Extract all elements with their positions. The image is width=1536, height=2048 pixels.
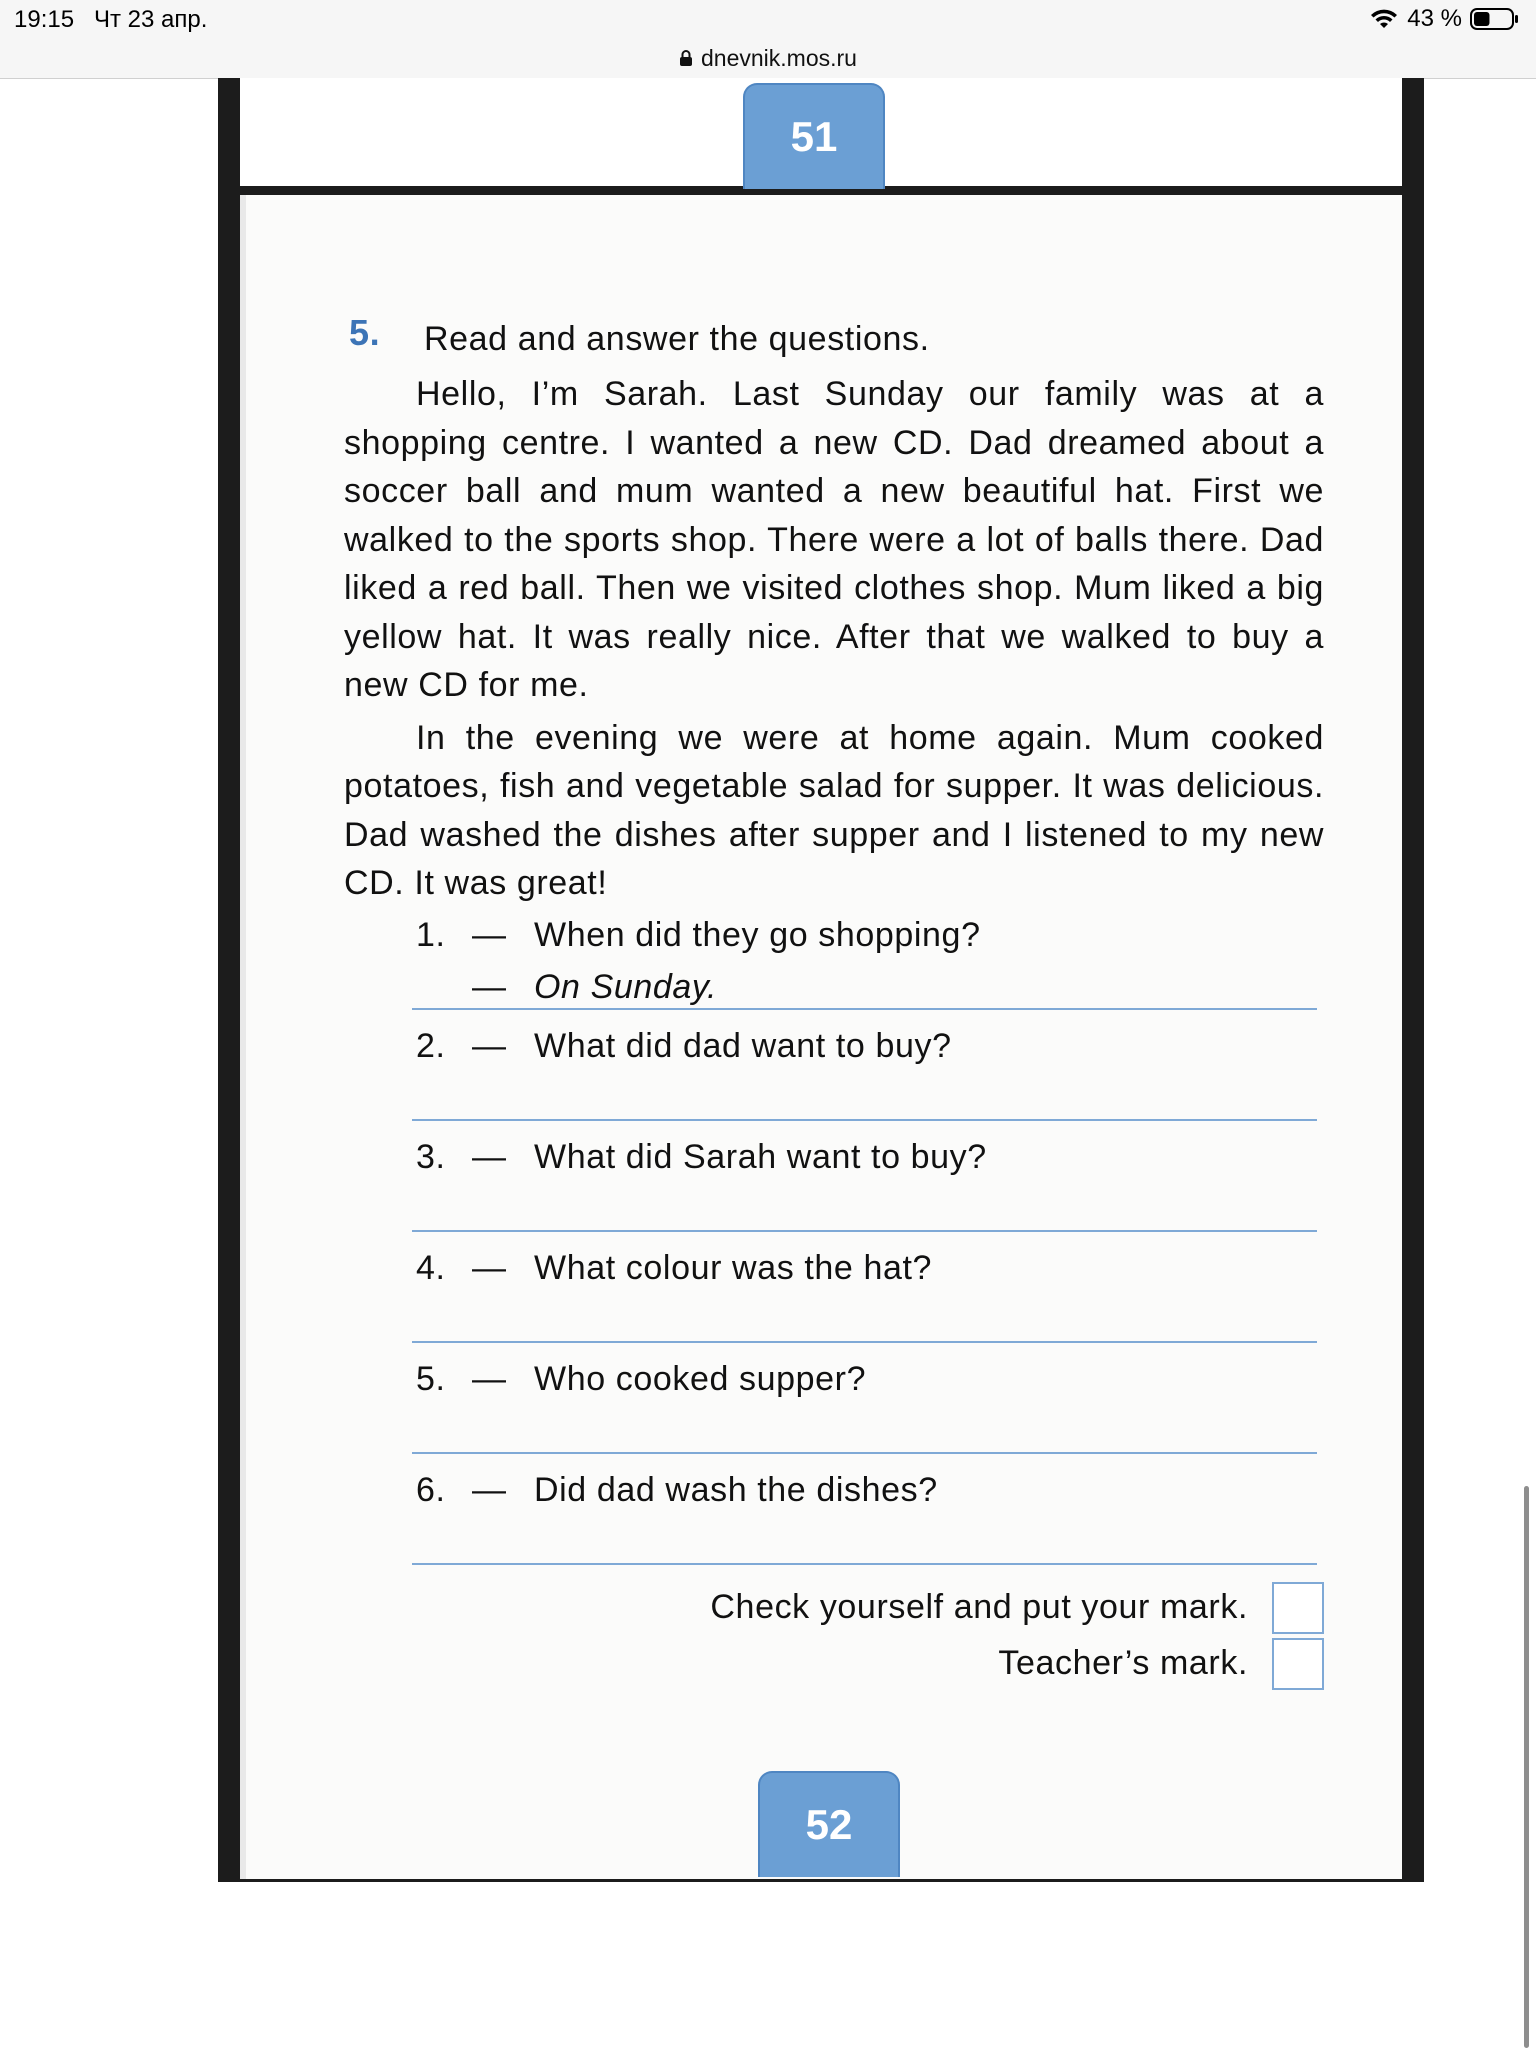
question-item — [344, 1027, 1324, 1138]
answer-line[interactable] — [412, 1230, 1317, 1232]
answer-dash: — — [472, 967, 507, 1006]
question-number: 2. — [416, 1026, 446, 1065]
question-dash: — — [472, 915, 507, 954]
question-list — [344, 916, 1324, 1582]
marks-area — [344, 1582, 1324, 1712]
question-item — [344, 1471, 1324, 1582]
question-text: When did they go shopping? — [534, 915, 981, 954]
answer-text: On Sunday. — [534, 967, 718, 1006]
passage-paragraph: In the evening we were at home again. Mum cooked potatoes, fish and vegetable salad for supper. It was delicious. Dad washed the dishes after supper and I listened to my new CD. It was great! — [344, 718, 1324, 902]
battery-icon — [1470, 7, 1520, 31]
question-number: 1. — [416, 915, 446, 954]
url-text[interactable]: dnevnik.mos.ru — [701, 44, 857, 71]
question-dash: — — [472, 1137, 507, 1176]
status-bar — [0, 0, 1536, 38]
page-content — [344, 310, 1324, 1712]
self-check-label: Check yourself and put your mark. — [710, 1588, 1248, 1626]
answer-line[interactable] — [412, 1563, 1317, 1565]
address-bar[interactable] — [0, 38, 1536, 79]
task-number: 5. — [349, 312, 381, 353]
passage-paragraph: Hello, I’m Sarah. Last Sunday our family was at a shopping centre. I wanted a new CD. Dad dreamed about a soccer ball and mum wanted a new beautiful hat. First we walked to the sports shop. There were a lot of balls there. Dad liked a red ball. Then we visited clothes shop. Mum liked a big yellow hat. It was really nice. After that we walked to buy a new CD for me. — [344, 375, 1324, 704]
question-item — [344, 1138, 1324, 1249]
wifi-icon — [1369, 8, 1399, 30]
scrollbar[interactable] — [1524, 1486, 1529, 2048]
question-number: 5. — [416, 1359, 446, 1398]
page-number-tab-top: 51 — [743, 83, 885, 189]
answer-line[interactable] — [412, 1119, 1317, 1121]
status-time: 19:15 — [14, 6, 75, 33]
question-number: 3. — [416, 1137, 446, 1176]
task-title: Read and answer the questions. — [424, 320, 930, 358]
page-number-tab-bottom: 52 — [758, 1771, 900, 1877]
question-item — [344, 1249, 1324, 1360]
battery-percent: 43 % — [1407, 5, 1462, 32]
question-dash: — — [472, 1248, 507, 1287]
question-number: 6. — [416, 1470, 446, 1509]
question-text: Who cooked supper? — [534, 1359, 867, 1398]
question-number: 4. — [416, 1248, 446, 1287]
teacher-mark-row — [998, 1638, 1324, 1690]
question-dash: — — [472, 1470, 507, 1509]
status-right — [1369, 6, 1520, 32]
teacher-mark-box[interactable] — [1272, 1638, 1324, 1690]
question-item — [344, 916, 1324, 1027]
self-mark-box[interactable] — [1272, 1582, 1324, 1634]
question-dash: — — [472, 1026, 507, 1065]
question-text: Did dad wash the dishes? — [534, 1470, 938, 1509]
question-text: What did dad want to buy? — [534, 1026, 952, 1065]
answer-line[interactable] — [412, 1452, 1317, 1454]
lock-icon — [679, 49, 693, 67]
question-item — [344, 1360, 1324, 1471]
status-date: Чт 23 апр. — [94, 6, 208, 33]
question-text: What colour was the hat? — [534, 1248, 933, 1287]
question-dash: — — [472, 1359, 507, 1398]
task-header — [344, 310, 1324, 360]
answer-line[interactable] — [412, 1008, 1317, 1010]
answer-line[interactable] — [412, 1341, 1317, 1343]
question-text: What did Sarah want to buy? — [534, 1137, 987, 1176]
teacher-mark-label: Teacher’s mark. — [998, 1644, 1248, 1682]
self-check-row — [710, 1582, 1324, 1634]
